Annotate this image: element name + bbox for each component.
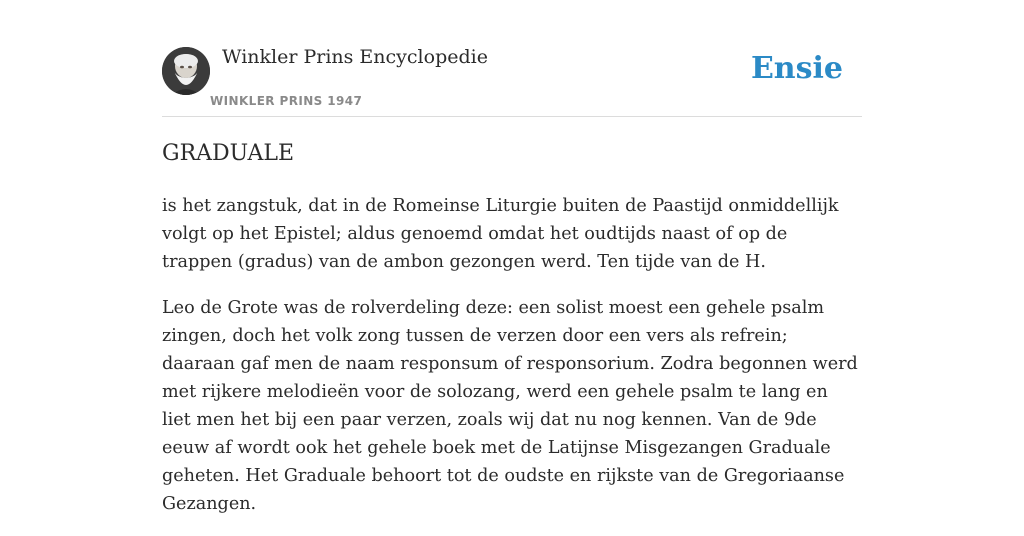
entry-body [162,192,862,536]
brand-logo[interactable]: Ensie [750,51,843,86]
source-label[interactable]: WINKLER PRINS 1947 [210,94,363,108]
entry-paragraph-1: is het zangstuk, dat in de Romeinse Liturgie buiten de Paastijd onmiddellijk volgt op het Epistel; aldus genoemd omdat het oudtijds naast of op de trappen (gradus) van de ambon gezongen werd. Ten tijde van de H. [162,196,839,272]
site-title[interactable]: Winkler Prins Encyclopedie [222,46,488,68]
avatar[interactable] [162,47,210,95]
article-page [162,0,862,514]
entry-paragraph-2: Leo de Grote was de rolverdeling deze: een solist moest een gehele psalm zingen, doch het volk zong tussen de verzen door een vers als refrein; daaraan gaf men de naam responsum of responsorium. Zodra begonnen werd met rijkere melodieën voor de solozang, werd een gehele psalm te lang en liet men het bij een paar verzen, zoals wij dat nu nog kennen. Van de 9de eeuw af wordt ook het gehele boek met de Latijnse Misgezangen Graduale geheten. Het Graduale behoort tot de oudste en rijkste van de Gregoriaanse Gezangen. [162,298,858,514]
entry-title: GRADUALE [162,141,295,166]
bearded-man-portrait-icon [162,47,210,95]
page-header [162,0,862,117]
